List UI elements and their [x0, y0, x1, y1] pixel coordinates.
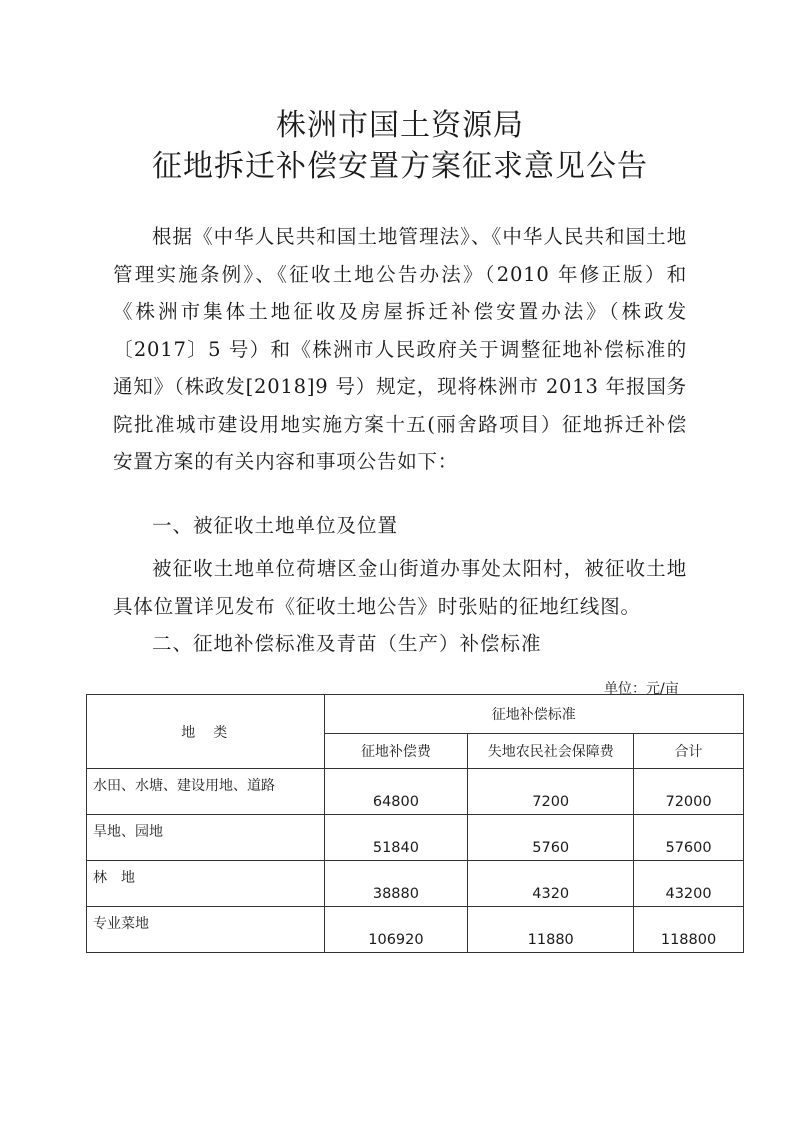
- row-total: 43200: [634, 861, 744, 907]
- section-heading-2: 二、征地补偿标准及青苗（生产）补偿标准: [152, 632, 542, 655]
- table-unit-label: 单位：元/亩: [604, 681, 679, 697]
- row-compensation: 38880: [324, 861, 468, 907]
- row-total: 57600: [634, 815, 744, 861]
- row-compensation: 51840: [324, 815, 468, 861]
- row-social-security: 7200: [468, 769, 634, 815]
- section-heading-1: 一、被征收土地单位及位置: [152, 514, 399, 537]
- table-row: [87, 861, 744, 907]
- column-header-total: 合计: [634, 734, 744, 769]
- row-total: 118800: [634, 907, 744, 953]
- row-total: 72000: [634, 769, 744, 815]
- table-header-row: [87, 695, 744, 734]
- column-group-header: 征地补偿标准: [324, 695, 743, 734]
- row-social-security: 5760: [468, 815, 634, 861]
- row-category: 水田、水塘、建设用地、道路: [87, 769, 325, 815]
- column-header-social-security: 失地农民社会保障费: [468, 734, 634, 769]
- document-title-issuer: 株洲市国土资源局: [276, 108, 524, 143]
- intro-paragraph: 根据《中华人民共和国土地管理法》、《中华人民共和国土地管理实施条例》、《征收土地公告办法》（2010 年修正版）和《株洲市集体土地征收及房屋拆迁补偿安置办法》（株政发〔2017〕5 号）和《株洲市人民政府关于调整征地补偿标准的通知》（株政发[2018]9 号）规定，现将株洲市 2013 年报国务院批准城市建设用地实施方案十五(丽舍路项目）征地拆迁补偿安置方案的有关内容和事项公告如下：: [113, 225, 687, 473]
- table-row: [87, 815, 744, 861]
- section-1-body: 被征收土地单位荷塘区金山街道办事处太阳村，被征收土地具体位置详见发布《征收土地公告》时张贴的征地红线图。: [113, 557, 687, 618]
- row-compensation: 106920: [324, 907, 468, 953]
- row-compensation: 64800: [324, 769, 468, 815]
- column-header-category: 地 类: [87, 695, 325, 769]
- row-social-security: 4320: [468, 861, 634, 907]
- table-row: [87, 769, 744, 815]
- compensation-table: [86, 694, 744, 953]
- row-category: 旱地、园地: [87, 815, 325, 861]
- row-social-security: 11880: [468, 907, 634, 953]
- column-header-compensation: 征地补偿费: [324, 734, 468, 769]
- document-title-subject: 征地拆迁补偿安置方案征求意见公告: [152, 149, 648, 184]
- row-category: 林 地: [87, 861, 325, 907]
- table-row: [87, 907, 744, 953]
- row-category: 专业菜地: [87, 907, 325, 953]
